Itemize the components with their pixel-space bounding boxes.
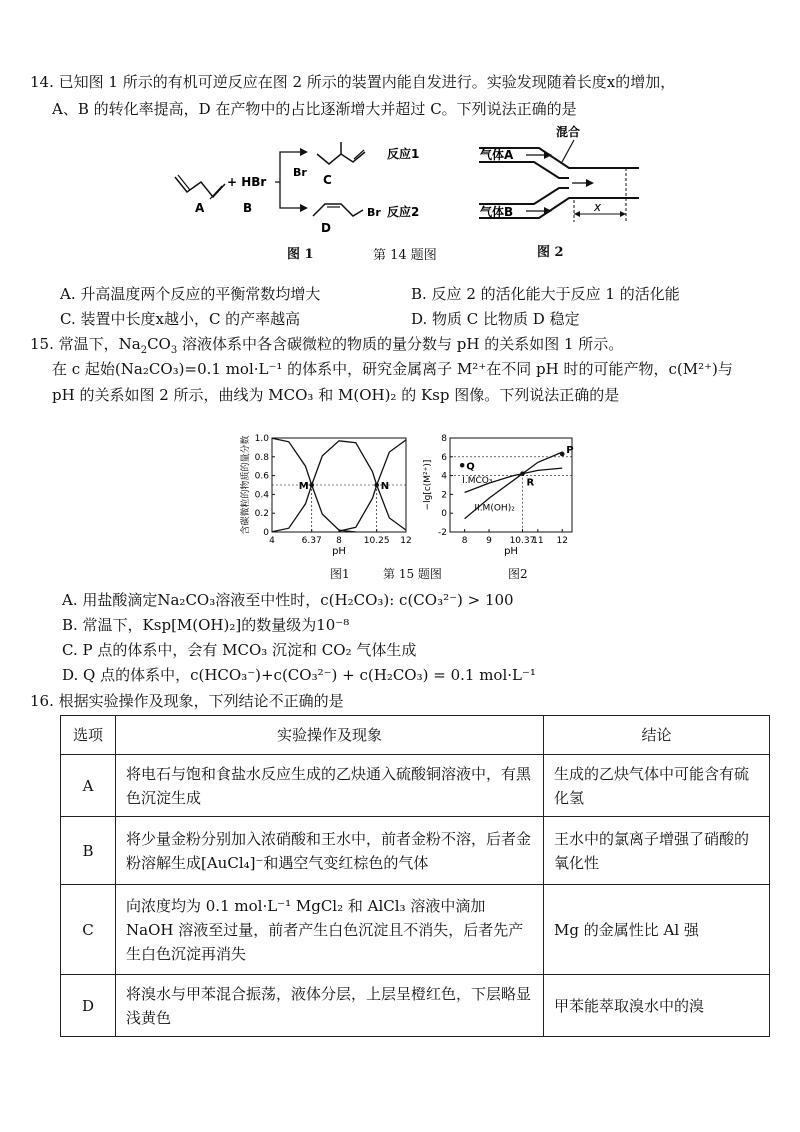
row-operation: 将溴水与甲苯混合振荡，液体分层，上层呈橙红色，下层略显浅黄色 [116,975,544,1037]
row-operation: 将电石与饱和食盐水反应生成的乙炔通入硫酸铜溶液中，有黑色沉淀生成 [116,755,544,817]
y-tick-label: 0 [441,509,447,520]
row-conclusion: 生成的乙炔气体中可能含有硫化氢 [544,755,770,817]
series-line [339,440,406,531]
row-operation: 将少量金粉分别加入浓硝酸和王水中，前者金粉不溶，后者金粉溶解生成[AuCl₄]⁻和遇空气变红棕色的气体 [116,817,544,885]
y-tick-label: 0.8 [254,452,269,463]
x-tick-label: 12 [400,536,412,546]
data-point [460,463,465,468]
x-tick-label: 6.37 [301,536,322,546]
x-axis-label: pH [332,546,346,557]
table-row[interactable] [61,755,770,817]
x-tick-label: 10.37 [509,536,536,546]
point-label: Q [466,461,475,473]
y-tick-label: 8 [441,434,447,444]
row-conclusion: 王水中的氯离子增强了硝酸的氧化性 [544,817,770,885]
q14-option-D[interactable]: D. 物质 C 比物质 D 稳定 [411,310,580,328]
q14-figure-title: 第 14 题图 [373,248,437,263]
product-D-structure [313,204,363,216]
q15-option-A[interactable]: A. 用盐酸滴定Na₂CO₃溶液至中性时，c(H₂CO₃): c(CO₃²⁻) > 100 [62,591,514,609]
y-axis-label: −lg[c(M²⁺)] [423,459,433,511]
point-label: M [298,481,309,492]
y-tick-label: 6 [441,452,447,463]
row-conclusion: Mg 的金属性比 Al 强 [544,885,770,975]
q15-stem-line3: pH 的关系如图 2 所示，曲线为 MCO₃ 和 M(OH)₂ 的 Ksp 图像。下列说法正确的是 [52,386,620,404]
row-option: D [61,975,116,1037]
gas-A-label: 气体A [480,148,514,162]
x-tick-label: 9 [486,536,492,546]
q14-fig1-caption: 图 1 [287,247,314,262]
q16-table [60,715,770,1037]
y-tick-label: 2 [441,490,447,501]
q15-option-C[interactable]: C. P 点的体系中，会有 MCO₃ 沉淀和 CO₂ 气体生成 [62,641,417,659]
y-tick-label: 0 [263,528,269,538]
q14-option-A[interactable]: A. 升高温度两个反应的平衡常数均增大 [60,285,321,303]
label-C: C [323,173,332,187]
x-label: x [594,200,602,214]
arrow-reaction2 [280,182,300,208]
label-A: A [195,201,205,215]
row-option: B [61,817,116,885]
x-tick-label: 12 [556,536,568,546]
x-tick-label: 8 [461,536,468,546]
gas-B-label: 气体B [480,205,514,219]
x-tick-label: 10.25 [363,536,390,546]
br-label-1: Br [293,166,307,179]
q14-fig2-caption: 图 2 [537,245,564,260]
table-row[interactable] [61,817,770,885]
label-B: B [243,201,253,215]
y-tick-label: 0.4 [254,490,269,501]
header-operation: 实验操作及现象 [116,716,544,755]
point-label: N [380,481,390,492]
header-option: 选项 [61,716,116,755]
point-label: P [566,444,574,456]
x-tick-label: 4 [269,536,275,546]
label-D: D [321,221,331,235]
header-conclusion: 结论 [544,716,770,755]
table-header-row [61,716,770,755]
plus-hbr: + HBr [227,175,267,189]
q14-reaction-scheme [165,132,445,240]
point-label: R [526,477,535,489]
y-tick-label: 0.6 [254,471,269,482]
table-row[interactable] [61,975,770,1037]
q16-stem: 16. 根据实验操作及现象，下列结论不正确的是 [30,692,344,710]
q14-stem-line1: 14. 已知图 1 所示的有机可逆反应在图 2 所示的装置内能自发进行。实验发现随着长度x的增加， [30,73,676,91]
x-tick-label: 8 [336,536,342,546]
q15-fig2-caption: 图2 [508,567,528,581]
series-label: II.M(OH)₂ [474,503,515,514]
q15-option-D[interactable]: D. Q 点的体系中，c(HCO₃⁻)+c(CO₃²⁻) + c(H₂CO₃) = 0.1 mol·L⁻¹ [62,666,536,684]
table-row[interactable] [61,885,770,975]
q14-mixing-apparatus [474,122,649,242]
q15-chart1 [238,414,414,564]
row-option: A [61,755,116,817]
q15-fig1-caption: 图1 [330,567,350,581]
data-point [560,452,565,457]
y-tick-label: -2 [438,528,447,538]
q14-option-B[interactable]: B. 反应 2 的活化能大于反应 1 的活化能 [411,285,680,303]
row-option: C [61,885,116,975]
y-tick-label: 0.2 [254,509,269,520]
q14-option-C[interactable]: C. 装置中长度x越小，C 的产率越高 [60,310,301,328]
q15-option-B[interactable]: B. 常温下，Ksp[M(OH)₂]的数量级为10⁻⁸ [62,616,350,634]
y-tick-label: 4 [441,471,447,482]
br-label-2: Br [367,206,381,219]
q14-stem-line2: A、B 的转化率提高，D 在产物中的占比逐渐增大并超过 C。下列说法正确的是 [52,100,577,118]
q15-stem-line2: 在 c 起始(Na₂CO₃)=0.1 mol·L⁻¹ 的体系中，研究金属离子 M²⁺在不同 pH 时的可能产物，c(M²⁺)与 [52,360,733,378]
x-tick-label: 11 [532,536,544,546]
row-conclusion: 甲苯能萃取溴水中的溴 [544,975,770,1037]
y-tick-label: 1.0 [254,434,269,444]
x-axis-label: pH [504,546,518,557]
mix-label: 混合 [556,125,581,139]
q15-stem-line1: 15. 常温下，$Na_2CO_3$ 溶液体系中各含碳微粒的物质的量分数与 pH 的关系如图 1 所示。 [30,335,624,356]
row-operation: 向浓度均为 0.1 mol·L⁻¹ MgCl₂ 和 AlCl₃ 溶液中滴加 NaOH 溶液至过量，前者产生白色沉淀且不消失，后者先产生白色沉淀再消失 [116,885,544,975]
reaction1-label: 反应1 [387,147,420,161]
y-axis-label: 含碳微粒的物质的量分数 [241,435,251,535]
series-label: I.MCO₃ [462,476,493,487]
q15-chart2 [420,414,580,564]
reaction2-label: 反应2 [387,205,420,219]
q15-figure-title: 第 15 题图 [383,567,442,581]
